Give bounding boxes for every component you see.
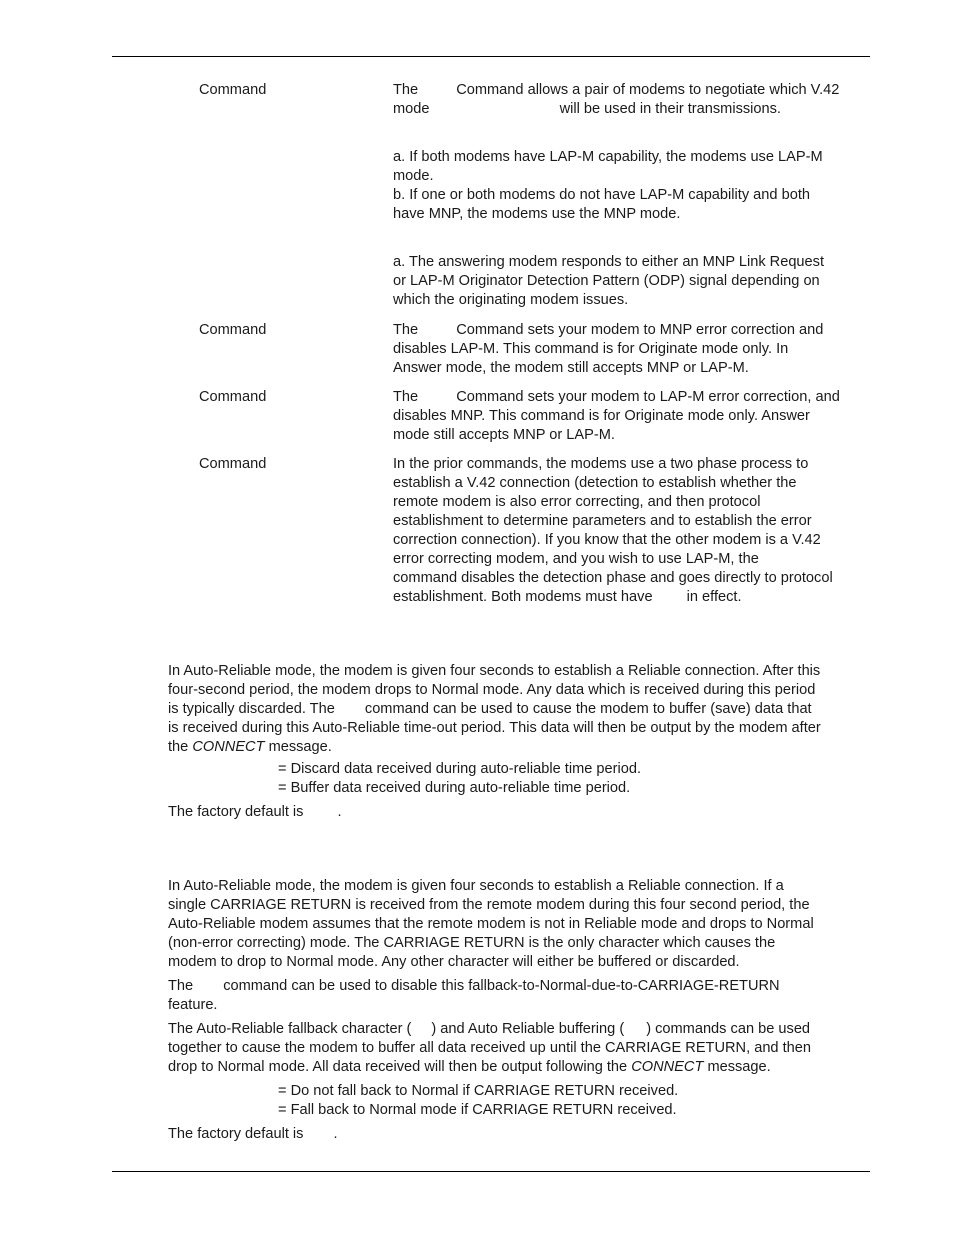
paragraph-line: modem to drop to Normal mode. Any other character will either be buffered or discarded. bbox=[168, 954, 740, 970]
command-description bbox=[393, 321, 871, 378]
paragraph-line: single CARRIAGE RETURN is received from the remote modem during this four second period, the bbox=[168, 897, 810, 913]
description-line: mode still accepts MNP or LAP-M. bbox=[393, 427, 615, 443]
fallback-paragraph bbox=[168, 877, 873, 972]
command-description bbox=[393, 455, 871, 607]
description-line: or LAP-M Originator Detection Pattern (ODP) signal depending on bbox=[393, 273, 820, 289]
fallback-paragraph bbox=[168, 1020, 873, 1077]
buffering-paragraph bbox=[168, 662, 873, 757]
paragraph-line: Auto-Reliable modem assumes that the remote modem is not in Reliable mode and drops to Normal bbox=[168, 916, 814, 932]
description-line: error correcting modem, and you wish to use LAP-M, the bbox=[393, 551, 759, 567]
paragraph-line: (non-error correcting) mode. The CARRIAGE RETURN is the only character which causes the bbox=[168, 935, 776, 951]
paragraph-line: the CONNECT message. bbox=[168, 739, 332, 755]
factory-default: The factory default is . bbox=[168, 1126, 338, 1142]
description-line: Answer mode, the modem still accepts MNP or LAP-M. bbox=[393, 360, 749, 376]
fallback-paragraph bbox=[168, 977, 873, 1015]
factory-default: The factory default is . bbox=[168, 804, 342, 820]
paragraph-line: In Auto-Reliable mode, the modem is given four seconds to establish a Reliable connection. If a bbox=[168, 878, 784, 894]
top-rule bbox=[112, 56, 870, 57]
description-line: a. The answering modem responds to either an MNP Link Request bbox=[393, 254, 825, 270]
description-line: mode will be used in their transmissions. bbox=[393, 101, 781, 117]
option-no-fallback: = Do not fall back to Normal if CARRIAGE RETURN received. bbox=[278, 1083, 679, 1099]
paragraph-line: is received during this Auto-Reliable time-out period. This data will then be output by the modem after bbox=[168, 720, 821, 736]
description-line: have MNP, the modems use the MNP mode. bbox=[393, 206, 681, 222]
description-line: which the originating modem issues. bbox=[393, 292, 629, 308]
description-line: The Command sets your modem to LAP-M error correction, and bbox=[393, 389, 840, 405]
paragraph-line: together to cause the modem to buffer all data received up until the CARRIAGE RETURN, and then bbox=[168, 1040, 812, 1056]
description-line: a. If both modems have LAP-M capability, the modems use LAP-M bbox=[393, 149, 823, 165]
paragraph-line: The command can be used to disable this fallback-to-Normal-due-to-CARRIAGE-RETURN bbox=[168, 978, 780, 994]
description-line: establishment to determine parameters and to establish the error bbox=[393, 513, 812, 529]
command-label: Command bbox=[199, 389, 267, 405]
paragraph-line: drop to Normal mode. All data received will then be output following the CONNECT message. bbox=[168, 1059, 771, 1075]
command-label: Command bbox=[199, 82, 267, 98]
description-line: correction connection). If you know that the other modem is a V.42 bbox=[393, 532, 821, 548]
buffering-options bbox=[278, 760, 878, 798]
description-line: disables LAP-M. This command is for Originate mode only. In bbox=[393, 341, 789, 357]
bottom-rule bbox=[112, 1171, 870, 1172]
description-line: establishment. Both modems must have in effect. bbox=[393, 589, 742, 605]
command-description bbox=[393, 81, 871, 119]
option-fallback: = Fall back to Normal mode if CARRIAGE RETURN received. bbox=[278, 1102, 677, 1118]
paragraph-line: four-second period, the modem drops to Normal mode. Any data which is received during this period bbox=[168, 682, 816, 698]
paragraph-line: feature. bbox=[168, 997, 218, 1013]
description-line: mode. bbox=[393, 168, 434, 184]
description-line: command disables the detection phase and goes directly to protocol bbox=[393, 570, 833, 586]
description-line: The Command allows a pair of modems to negotiate which V.42 bbox=[393, 82, 840, 98]
description-line: In the prior commands, the modems use a two phase process to bbox=[393, 456, 809, 472]
command-description bbox=[393, 253, 871, 310]
description-line: The Command sets your modem to MNP error correction and bbox=[393, 322, 824, 338]
command-description bbox=[393, 388, 871, 445]
description-line: establish a V.42 connection (detection to establish whether the bbox=[393, 475, 797, 491]
description-line: disables MNP. This command is for Originate mode only. Answer bbox=[393, 408, 810, 424]
option-discard: = Discard data received during auto-reliable time period. bbox=[278, 761, 642, 777]
command-label: Command bbox=[199, 456, 267, 472]
fallback-options bbox=[278, 1082, 878, 1120]
command-label: Command bbox=[199, 322, 267, 338]
paragraph-line: The Auto-Reliable fallback character ( ) and Auto Reliable buffering ( ) commands can be used bbox=[168, 1021, 811, 1037]
option-buffer: = Buffer data received during auto-reliable time period. bbox=[278, 780, 631, 796]
command-description bbox=[393, 148, 871, 224]
description-line: remote modem is also error correcting, and then protocol bbox=[393, 494, 761, 510]
paragraph-line: is typically discarded. The command can be used to cause the modem to buffer (save) data that bbox=[168, 701, 812, 717]
paragraph-line: In Auto-Reliable mode, the modem is given four seconds to establish a Reliable connection. After this bbox=[168, 663, 821, 679]
description-line: b. If one or both modems do not have LAP-M capability and both bbox=[393, 187, 810, 203]
